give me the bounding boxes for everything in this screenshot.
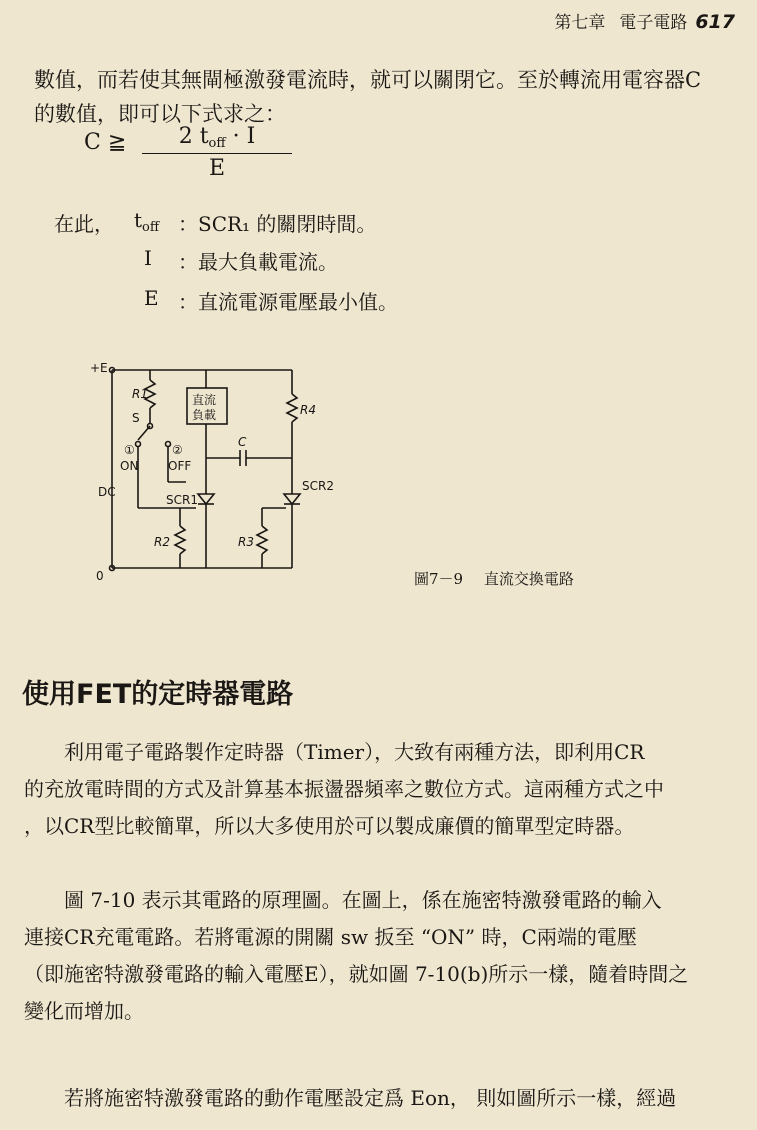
- chapter-title: 電子電路: [619, 13, 688, 33]
- page-number: 617: [695, 11, 735, 33]
- label-on-num: ①: [124, 443, 135, 457]
- label-load-2: 負載: [192, 408, 217, 422]
- label-off: OFF: [168, 459, 192, 473]
- body-paragraph-1: [24, 734, 664, 845]
- label-off-num: ②: [172, 443, 183, 457]
- def-toff: $t_{off}$: [134, 208, 160, 235]
- label-scr2: SCR2: [302, 479, 334, 493]
- para1-line-3: ，以CR型比較簡單，所以大多使用於可以製成廉價的簡單型定時器。: [24, 814, 635, 838]
- para2-line-3: （即施密特激發電路的輸入電壓E），就如圖 7-10(b)所示一樣，隨着時間之: [24, 962, 689, 986]
- intro-line-2: 的數值，即可以下式求之：: [34, 102, 286, 126]
- switch-on-contact: [136, 442, 141, 447]
- intro-line-1: 數值，而若使其無閘極激發電流時，就可以關閉它。至於轉流用電容器C: [34, 68, 702, 92]
- switch-off-contact: [166, 442, 171, 447]
- formula-numerator: 2 $t_{off} \cdot I$: [142, 124, 292, 154]
- defs-lead: 在此，: [54, 212, 114, 236]
- para1-line-2: 的充放電時間的方式及計算基本振盪器頻率之數位方式。這兩種方式之中: [24, 777, 664, 801]
- para2-line-1: 圖 7-10 表示其電路的原理圖。在圖上，係在施密特激發電路的輸入: [64, 888, 662, 912]
- r4-resistor: [287, 394, 297, 422]
- body-paragraph-2: [24, 882, 688, 1030]
- label-r2: R2: [154, 535, 170, 549]
- label-s: S: [132, 411, 140, 425]
- para2-line-4: 變化而增加。: [24, 999, 144, 1023]
- scr2-symbol: [284, 494, 300, 504]
- formula-lhs: C ≧: [84, 130, 127, 155]
- running-header: [554, 8, 735, 33]
- label-scr1: SCR1: [166, 493, 198, 507]
- label-r4: R4: [300, 403, 316, 417]
- def-i-desc: ：最大負載電流。: [178, 250, 338, 274]
- def-i: I: [144, 246, 152, 270]
- body-paragraph-3: 若將施密特激發電路的動作電壓設定爲 Eon， 則如圖所示一樣，經過: [64, 1086, 677, 1110]
- scr1-symbol: [198, 494, 214, 504]
- def-e-desc: ：直流電源電壓最小值。: [178, 290, 398, 314]
- circuit-diagram: [90, 358, 400, 592]
- label-load-1: 直流: [192, 393, 217, 407]
- switch-arm: [138, 426, 150, 440]
- label-r1: R1: [132, 387, 148, 401]
- circuit-svg: [90, 358, 400, 588]
- label-c: C: [238, 435, 247, 449]
- para2-line-2: 連接CR充電電路。若將電源的開關 sw 扳至 “ON” 時，C兩端的電壓: [24, 925, 637, 949]
- para1-line-1: 利用電子電路製作定時器（Timer），大致有兩種方法，即利用CR: [64, 740, 645, 764]
- label-r3: R3: [238, 535, 254, 549]
- figure-caption: [414, 568, 574, 589]
- label-zero: 0: [96, 569, 104, 583]
- label-on: ON: [120, 459, 139, 473]
- intro-paragraph: [34, 63, 701, 131]
- figure-number: 圖7－9: [414, 570, 464, 588]
- r2-resistor: [175, 526, 185, 554]
- formula-fraction: [142, 124, 292, 181]
- label-plus-e: +E: [90, 361, 108, 375]
- label-dc: DC: [98, 485, 116, 499]
- r3-resistor: [257, 526, 267, 554]
- chapter-label: 第七章: [554, 13, 606, 33]
- section-heading: 使用FET的定時器電路: [22, 679, 294, 710]
- def-toff-desc: ：SCR₁ 的關閉時間。: [178, 212, 377, 236]
- def-e: E: [144, 286, 159, 310]
- capacitor-formula: [84, 124, 256, 181]
- figure-title: 直流交換電路: [483, 570, 574, 588]
- formula-denominator: E: [208, 156, 226, 181]
